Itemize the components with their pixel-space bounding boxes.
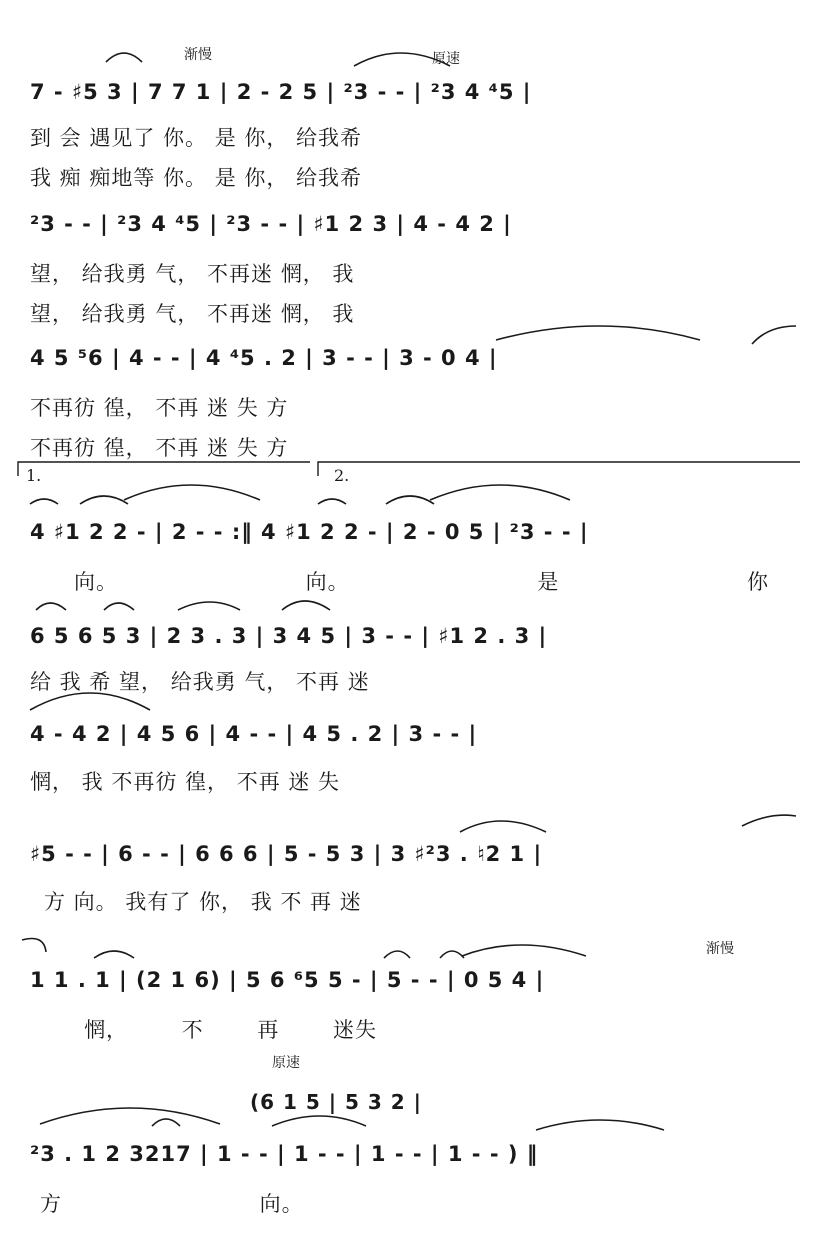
- slur-mark: [94, 951, 134, 958]
- lyric-line-2b: 望， 给我勇 气， 不再迷 惘， 我: [30, 302, 355, 326]
- notation-line-3: 4 5 ⁵6 | 4 - - | 4 ⁴5 . 2 | 3 - - | 3 - 0 4 |: [30, 346, 498, 370]
- slur-mark: [36, 603, 66, 610]
- notation-line-1: 7 - ♯5 3 | 7 7 1 | 2 - 2 5 | ²3 - - | ²3 4 ⁴5 |: [30, 80, 532, 104]
- lyric-line-7: 方 向。 我有了 你， 我 不 再 迷: [44, 890, 362, 914]
- tempo-a-tempo-2: 原速: [272, 1055, 300, 1071]
- slur-mark: [282, 601, 330, 610]
- slur-mark: [354, 53, 450, 66]
- slur-mark: [80, 496, 128, 504]
- slur-mark: [318, 499, 346, 504]
- slur-mark: [178, 602, 240, 610]
- slur-mark: [104, 603, 134, 610]
- notation-line-5: 6 5 6 5 3 | 2 3 . 3 | 3 4 5 | 3 - - | ♯1 2 . 3 |: [30, 624, 548, 648]
- lyric-line-1b: 我 痴 痴地等 你。 是 你， 给我希: [30, 166, 363, 190]
- slur-mark: [124, 485, 260, 500]
- slur-mark: [742, 815, 796, 826]
- slur-mark: [40, 1108, 220, 1124]
- lyric-line-2a: 望， 给我勇 气， 不再迷 惘， 我: [30, 262, 355, 286]
- lyric-line-6: 惘， 我 不再彷 徨， 不再 迷 失: [30, 770, 341, 794]
- volta-brackets: [18, 462, 800, 476]
- slur-mark: [386, 496, 434, 504]
- lyric-line-3b: 不再彷 徨， 不再 迷 失 方: [30, 436, 289, 460]
- tempo-rit-2: 渐慢: [706, 941, 734, 957]
- volta-first: 1.: [26, 466, 42, 485]
- slur-mark: [752, 326, 796, 344]
- tempo-a-tempo-1: 原速: [432, 51, 460, 67]
- slur-mark: [384, 951, 410, 958]
- slur-mark: [440, 951, 464, 958]
- lyric-line-5: 给 我 希 望， 给我勇 气， 不再 迷: [30, 670, 370, 694]
- slur-mark: [536, 1120, 664, 1130]
- slur-mark: [460, 821, 546, 832]
- slur-mark: [462, 945, 586, 956]
- slur-mark: [30, 499, 58, 504]
- notation-line-8: 1 1 . 1 | (2 1 6) | 5 6 ⁶5 5 - | 5 - - | 0 5 4 |: [30, 968, 545, 992]
- notation-line-9-top: (6 1 5 | 5 3 2 |: [250, 1090, 422, 1114]
- lyric-line-3a: 不再彷 徨， 不再 迷 失 方: [30, 396, 289, 420]
- notation-line-2: ²3 - - | ²3 4 ⁴5 | ²3 - - | ♯1 2 3 | 4 - 4 2 |: [30, 212, 512, 236]
- volta-second: 2.: [334, 466, 350, 485]
- lyric-line-9: 方 向。: [40, 1192, 304, 1216]
- lyric-line-1a: 到 会 遇见了 你。 是 你， 给我希: [30, 126, 363, 150]
- notation-line-4: 4 ♯1 2 2 - | 2 - - :‖ 4 ♯1 2 2 - | 2 - 0 5 | ²3 - - |: [30, 520, 589, 544]
- slur-mark: [430, 485, 570, 500]
- lyric-line-4: 向。 向。 是 你: [74, 570, 770, 594]
- slur-mark: [30, 693, 150, 710]
- notation-line-7: ♯5 - - | 6 - - | 6 6 6 | 5 - 5 3 | 3 ♯²3 . ♮2 1 |: [30, 842, 543, 866]
- tempo-rit-1: 渐慢: [184, 47, 212, 63]
- slur-mark: [106, 53, 142, 62]
- slur-mark: [496, 326, 700, 340]
- notation-line-6: 4 - 4 2 | 4 5 6 | 4 - - | 4 5 . 2 | 3 - - |: [30, 722, 478, 746]
- slur-mark: [272, 1116, 366, 1126]
- lyric-line-8: 惘， 不 再 迷失: [84, 1018, 378, 1042]
- notation-line-9: ²3 . 1 2 3217 | 1 - - | 1 - - | 1 - - | 1 - - ) ‖: [30, 1142, 539, 1166]
- slur-mark: [22, 939, 46, 953]
- slur-mark: [152, 1119, 180, 1126]
